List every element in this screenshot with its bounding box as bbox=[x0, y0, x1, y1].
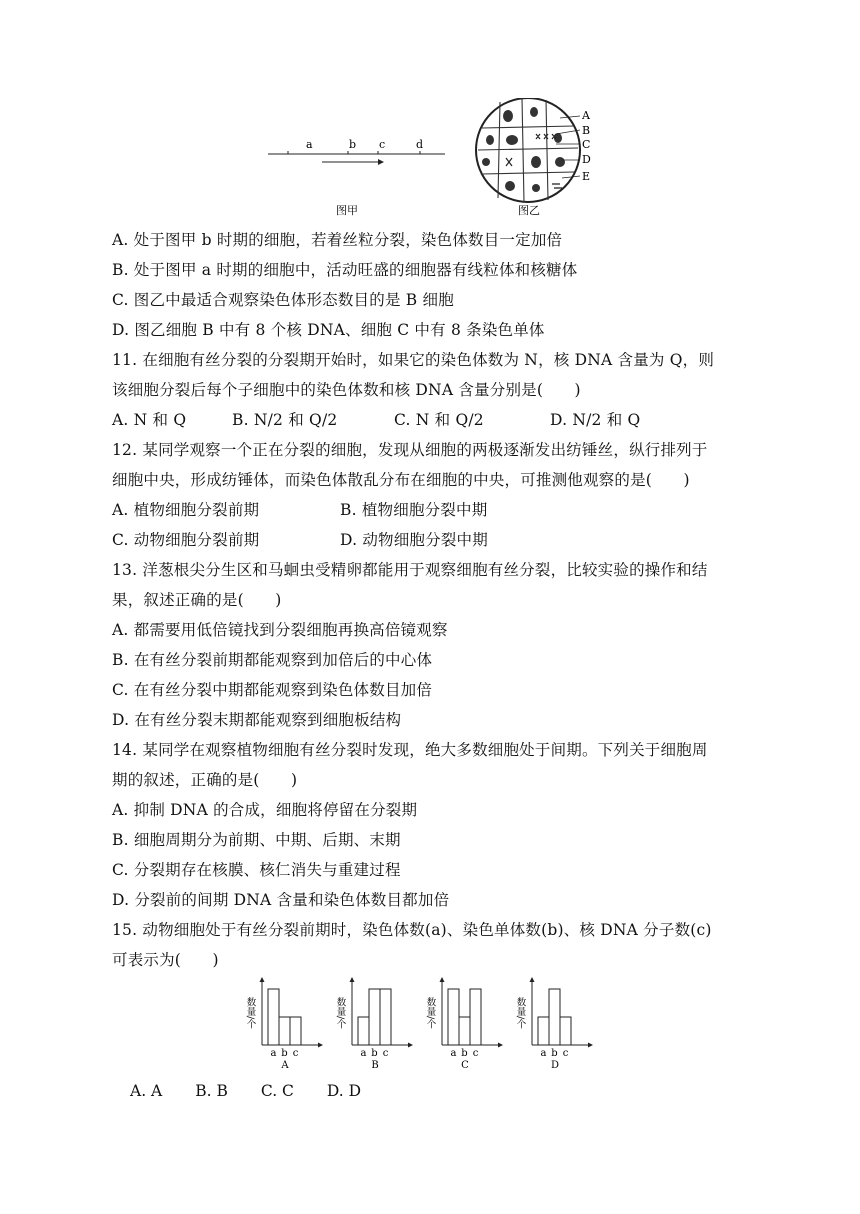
bar-a bbox=[268, 989, 279, 1045]
tick-label-c: c bbox=[292, 1048, 299, 1059]
tick-label-a: a bbox=[360, 1048, 367, 1059]
yi-label-C: C bbox=[582, 138, 591, 151]
q13-option-d: D. 在有丝分裂末期都能观察到细胞板结构 bbox=[112, 711, 402, 729]
tick-label-a: a bbox=[270, 1048, 277, 1059]
q10-option-c: C. 图乙中最适合观察染色体形态数目的是 B 细胞 bbox=[112, 291, 454, 309]
bar-c bbox=[470, 989, 481, 1045]
q12-option-a: A. 植物细胞分裂前期 bbox=[112, 501, 260, 519]
q12-option-d: D. 动物细胞分裂中期 bbox=[340, 531, 488, 549]
y-axis-label: 数量/个 bbox=[424, 997, 436, 1029]
q11-option-c: C. N 和 Q/2 bbox=[394, 411, 484, 429]
q12-stem-line2: 细胞中央，形成纺锤体，而染色体散乱分布在细胞的中央，可推测他观察的是( ) bbox=[112, 471, 690, 489]
tick-label-b: b bbox=[461, 1048, 468, 1059]
bar-b bbox=[459, 1017, 470, 1045]
q10-option-d: D. 图乙细胞 B 中有 8 个核 DNA、细胞 C 中有 8 条染色单体 bbox=[112, 321, 545, 339]
bar-chart-D bbox=[515, 977, 594, 1071]
tick-label-b: b bbox=[551, 1048, 558, 1059]
q11-option-a: A. N 和 Q bbox=[112, 411, 187, 429]
q12-options-row2 bbox=[112, 529, 488, 551]
q15-stem-line2: 可表示为( ) bbox=[112, 951, 219, 969]
q14-option-a: A. 抑制 DNA 的合成，细胞将停留在分裂期 bbox=[112, 801, 418, 819]
chart-title: B bbox=[371, 1060, 379, 1071]
q11-option-d: D. N/2 和 Q bbox=[550, 411, 641, 429]
tick-label-a: a bbox=[540, 1048, 547, 1059]
q14-stem-line2: 期的叙述，正确的是( ) bbox=[112, 771, 298, 789]
chart-title: D bbox=[550, 1060, 560, 1071]
tick-label-a: a bbox=[450, 1048, 457, 1059]
yi-label-A: A bbox=[582, 109, 590, 122]
q13-option-b: B. 在有丝分裂前期都能观察到加倍后的中心体 bbox=[112, 651, 433, 669]
bar-a bbox=[448, 989, 459, 1045]
yi-label-B: B bbox=[582, 124, 591, 137]
tick-label-c: c bbox=[382, 1048, 389, 1059]
bar-chart-C bbox=[425, 977, 504, 1071]
yi-caption: 图乙 bbox=[518, 204, 540, 217]
figure-yi bbox=[476, 98, 591, 217]
bar-a bbox=[538, 1017, 549, 1045]
q15-bar-charts bbox=[240, 975, 620, 1075]
y-axis-arrow bbox=[530, 977, 535, 982]
q11-option-b: B. N/2 和 Q/2 bbox=[232, 411, 338, 429]
x-axis-arrow bbox=[498, 1043, 503, 1048]
q14-stem-line1: 14. 某同学在观察植物细胞有丝分裂时发现，绝大多数细胞处于间期。下列关于细胞周 bbox=[112, 741, 708, 759]
q13-stem-line1: 13. 洋葱根尖分生区和马蛔虫受精卵都能用于观察细胞有丝分裂，比较实验的操作和结 bbox=[112, 561, 708, 579]
yi-label-D: D bbox=[582, 153, 591, 166]
q15-stem-line1: 15. 动物细胞处于有丝分裂前期时，染色体数(a)、染色单体数(b)、核 DNA 分子数(c) bbox=[112, 921, 712, 939]
tick-label-c: c bbox=[562, 1048, 569, 1059]
q14-option-c: C. 分裂期存在核膜、核仁消失与重建过程 bbox=[112, 861, 401, 879]
y-axis-arrow bbox=[350, 977, 355, 982]
jia-label-d: d bbox=[416, 138, 424, 151]
x-axis-arrow bbox=[408, 1043, 413, 1048]
tick-label-c: c bbox=[472, 1048, 479, 1059]
bar-c bbox=[560, 1017, 571, 1045]
y-axis-arrow bbox=[440, 977, 445, 982]
bar-c bbox=[290, 1017, 301, 1045]
bar-b bbox=[549, 989, 560, 1045]
tick-label-b: b bbox=[281, 1048, 288, 1059]
q15-options bbox=[130, 1082, 394, 1100]
bar-b bbox=[369, 989, 380, 1045]
figure-cell-cycle bbox=[260, 98, 600, 223]
jia-label-c: c bbox=[379, 138, 386, 151]
figure-jia bbox=[268, 138, 445, 217]
yi-label-E: E bbox=[582, 170, 591, 183]
q13-option-c: C. 在有丝分裂中期都能观察到染色体数目加倍 bbox=[112, 681, 433, 699]
q15-option-a: A. A bbox=[130, 1082, 163, 1100]
q12-options-row1 bbox=[112, 499, 487, 521]
q14-option-b: B. 细胞周期分为前期、中期、后期、末期 bbox=[112, 831, 401, 849]
q12-option-c: C. 动物细胞分裂前期 bbox=[112, 531, 260, 549]
x-axis-arrow bbox=[588, 1043, 593, 1048]
chart-title: C bbox=[461, 1060, 469, 1071]
q15-option-d: D. D bbox=[326, 1082, 362, 1100]
q12-stem-line1: 12. 某同学观察一个正在分裂的细胞，发现从细胞的两极逐渐发出纺锤丝，纵行排列于 bbox=[112, 441, 708, 459]
q15-option-c: C. C bbox=[260, 1082, 294, 1100]
q13-option-a: A. 都需要用低倍镜找到分裂细胞再换高倍镜观察 bbox=[112, 621, 448, 639]
jia-label-b: b bbox=[349, 138, 357, 151]
bar-chart-A bbox=[245, 977, 324, 1071]
bar-chart-B bbox=[335, 977, 414, 1071]
chart-title: A bbox=[281, 1060, 289, 1071]
q14-option-d: D. 分裂前的间期 DNA 含量和染色体数目都加倍 bbox=[112, 891, 450, 909]
jia-label-a: a bbox=[306, 138, 313, 151]
bar-c bbox=[380, 989, 391, 1045]
q10-option-a: A. 处于图甲 b 时期的细胞，若着丝粒分裂，染色体数目一定加倍 bbox=[112, 231, 563, 249]
y-axis-arrow bbox=[260, 977, 265, 982]
x-axis-arrow bbox=[318, 1043, 323, 1048]
q15-option-b: B. B bbox=[195, 1082, 228, 1100]
q12-option-b: B. 植物细胞分裂中期 bbox=[340, 501, 488, 519]
q11-options bbox=[112, 409, 640, 431]
y-axis-label: 数量/个 bbox=[514, 997, 526, 1029]
y-axis-label: 数量/个 bbox=[334, 997, 346, 1029]
q13-stem-line2: 果，叙述正确的是( ) bbox=[112, 591, 282, 609]
q11-stem-line2: 该细胞分裂后每个子细胞中的染色体数和核 DNA 含量分别是( ) bbox=[112, 381, 581, 399]
bar-b bbox=[279, 1017, 290, 1045]
y-axis-label: 数量/个 bbox=[244, 997, 256, 1029]
q11-stem-line1: 11. 在细胞有丝分裂的分裂期开始时，如果它的染色体数为 N，核 DNA 含量为 Q，则 bbox=[112, 351, 715, 369]
jia-caption: 图甲 bbox=[336, 204, 358, 217]
q10-option-b: B. 处于图甲 a 时期的细胞中，活动旺盛的细胞器有线粒体和核糖体 bbox=[112, 261, 578, 279]
tick-label-b: b bbox=[371, 1048, 378, 1059]
bar-a bbox=[358, 1017, 369, 1045]
